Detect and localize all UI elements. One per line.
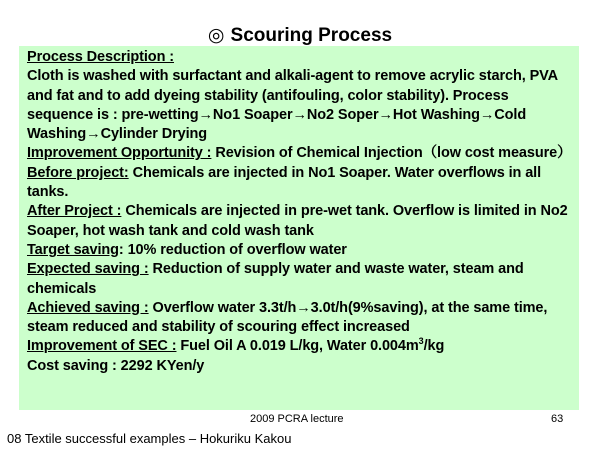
target-saving-label: Target saving <box>27 241 119 258</box>
page-number: 63 <box>551 413 564 425</box>
improvement-opportunity-text: Revision of Chemical Injection（low cost measure） <box>211 145 572 162</box>
sec-suffix: /kg <box>423 338 445 355</box>
target-saving <box>27 241 575 260</box>
before-project-text: Chemicals are injected in No1 Soaper. Water overflows in all tanks. <box>27 164 542 201</box>
improvement-opportunity-label: Improvement Opportunity : <box>27 145 212 162</box>
title-text: Scouring Process <box>230 25 393 46</box>
after-project <box>27 202 575 241</box>
slide-title <box>0 24 600 47</box>
improvement-opportunity <box>27 144 575 163</box>
cost-saving-text: Cost saving : 2292 KYen/y <box>27 357 205 374</box>
after-project-label: After Project : <box>27 203 122 220</box>
sec-label: Improvement of SEC : <box>27 338 177 355</box>
after-project-text: Chemicals are injected in pre-wet tank. Overflow is limited in No2 Soaper, hot wash tank and cold wash tank <box>27 203 568 239</box>
expected-saving <box>27 260 575 299</box>
process-description-text: Cloth is washed with surfactant and alkali-agent to remove acrylic starch, PVA and fat and to add dyeing stability (antifouling, color stability). Process sequence is : pre-wetting→No1 Soaper→No2 Soper→Hot Washing→Cold Washing→Cylinder Drying <box>27 68 558 143</box>
process-description <box>27 48 575 144</box>
achieved-saving-label: Achieved saving : <box>27 299 149 316</box>
sec-superscript: 3 <box>418 336 424 347</box>
cost-saving <box>27 357 575 376</box>
footer-lecture: 2009 PCRA lecture <box>250 413 344 425</box>
expected-saving-label: Expected saving : <box>27 261 149 278</box>
double-circle-icon: ◎ <box>207 25 225 46</box>
achieved-saving-text: Overflow water 3.3t/h→3.0t/h(9%saving), at the same time, steam reduced and stability of scouring effect increased <box>27 299 548 336</box>
footer-caption: 08 Textile successful examples – Hokuriku Kakou <box>7 431 292 446</box>
process-description-label: Process Description : <box>27 49 174 65</box>
content-body <box>27 48 575 376</box>
sec-text: Fuel Oil A 0.019 L/kg, Water 0.004m <box>176 338 419 355</box>
sec-improvement <box>27 337 575 356</box>
expected-saving-text: Reduction of supply water and waste water, steam and chemicals <box>27 261 524 297</box>
target-saving-text: : 10% reduction of overflow water <box>118 241 347 258</box>
before-project <box>27 164 575 203</box>
before-project-label: Before project: <box>27 164 129 181</box>
achieved-saving <box>27 299 575 338</box>
